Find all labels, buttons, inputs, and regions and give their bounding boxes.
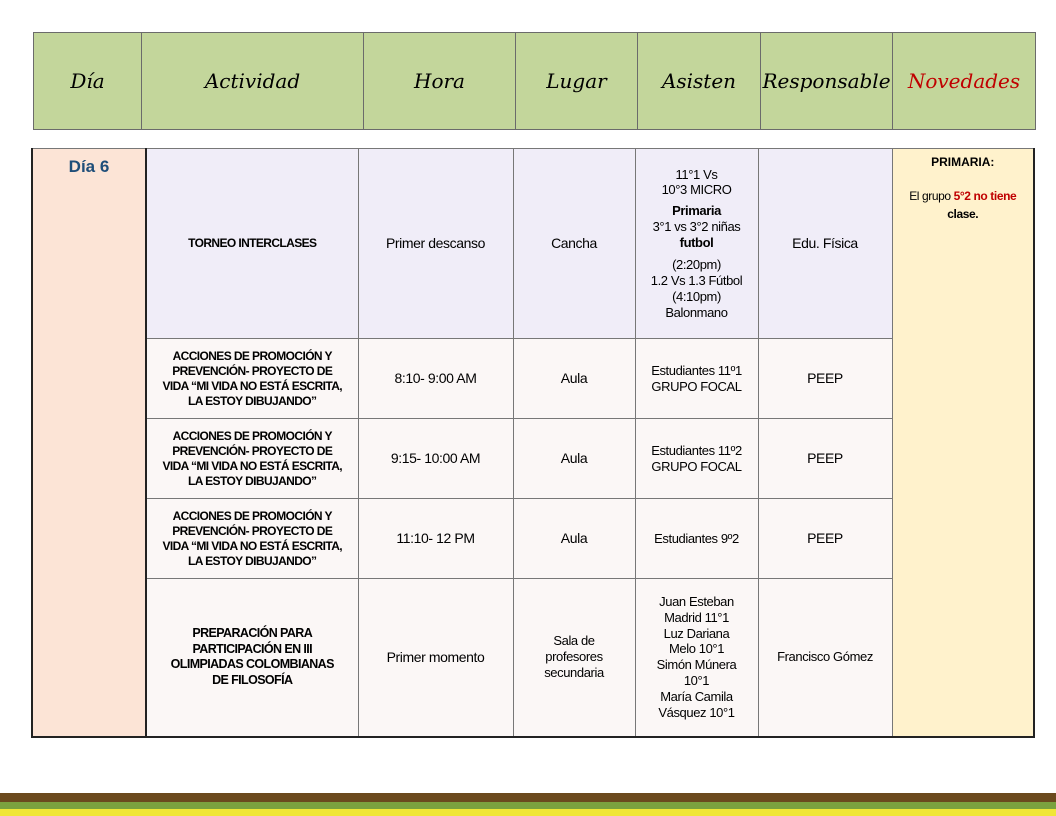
activity-line: ACCIONES DE PROMOCIÓN Y [172, 428, 332, 443]
attendees-line: 10°1 [683, 673, 710, 689]
time-cell [358, 339, 513, 419]
attendees-line: Juan Esteban [659, 593, 734, 609]
attendees-line: Estudiantes 9º2 [654, 530, 739, 546]
footer-stripe-yellow [0, 809, 1056, 816]
table-row [32, 419, 1034, 499]
place-cell [513, 149, 635, 339]
activity-text: TORNEO INTERCLASES [188, 236, 317, 250]
activity-cell [146, 579, 358, 737]
activity-line: ACCIONES DE PROMOCIÓN Y [172, 508, 332, 523]
activity-line: LA ESTOY DIBUJANDO” [188, 393, 317, 408]
time-text: Primer descanso [385, 235, 486, 252]
place-line: Sala de [553, 633, 595, 649]
responsible-text: Francisco Gómez [777, 649, 873, 665]
attendees-line: 3°1 vs 3°2 niñas [652, 219, 741, 235]
attendees-line: Simón Múnera [656, 657, 737, 673]
time-cell [358, 149, 513, 339]
attendees-line: futbol [679, 235, 714, 251]
attendees-line: 1.2 Vs 1.3 Fútbol [650, 272, 743, 288]
attendees-line: GRUPO FOCAL [651, 458, 742, 474]
attendees-cell [635, 419, 758, 499]
attendees-line: Primaria [672, 203, 721, 219]
attendees-line: Vásquez 10°1 [658, 704, 735, 720]
place-text: Aula [560, 530, 588, 547]
activity-cell [146, 339, 358, 419]
table-row [32, 499, 1034, 579]
time-cell [358, 579, 513, 737]
novedades-title: PRIMARIA: [931, 155, 995, 169]
attendees-line: Estudiantes 11º2 [651, 442, 742, 458]
footer-stripe-green [0, 802, 1056, 809]
responsible-cell [758, 149, 892, 339]
attendees-line: 10°3 MICRO [661, 182, 732, 198]
attendees-cell [635, 149, 758, 339]
time-text: Primer momento [386, 648, 485, 665]
attendees-line: (4:10pm) [672, 288, 721, 304]
place-cell [513, 499, 635, 579]
table-row [32, 339, 1034, 419]
responsible-cell [758, 499, 892, 579]
place-cell [513, 419, 635, 499]
attendees-line: 11°1 Vs [675, 166, 718, 182]
attendees-line: Madrid 11°1 [664, 609, 729, 625]
attendees-line: Estudiantes 11º1 [651, 362, 742, 378]
day-cell [32, 149, 146, 737]
header-asisten: Asisten [638, 33, 761, 130]
time-text: 8:10- 9:00 AM [394, 370, 477, 387]
place-line: profesores [545, 649, 603, 665]
activity-line: PARTICIPACIÓN EN III [192, 641, 312, 656]
header-lugar: Lugar [516, 33, 638, 130]
attendees-cell [635, 499, 758, 579]
time-text: 9:15- 10:00 AM [390, 450, 481, 467]
attendees-line: (2:20pm) [672, 256, 721, 272]
attendees-cell [635, 339, 758, 419]
attendees-line: Luz Dariana [663, 625, 730, 641]
time-cell [358, 499, 513, 579]
responsible-text: PEEP [807, 370, 843, 387]
activity-line: VIDA “MI VIDA NO ESTÁ ESCRITA, [162, 538, 343, 553]
place-cell [513, 339, 635, 419]
attendees-line: Balonmano [665, 304, 728, 320]
responsible-text: PEEP [807, 450, 843, 467]
novedades-body [896, 187, 1031, 223]
activity-line: PREVENCIÓN- PROYECTO DE [172, 363, 333, 378]
attendees-line: María Camila [660, 688, 733, 704]
activity-line: ACCIONES DE PROMOCIÓN Y [172, 348, 332, 363]
activity-cell [146, 499, 358, 579]
activity-cell [146, 419, 358, 499]
header-responsable: Responsable [761, 33, 893, 130]
header-actividad: Actividad [142, 33, 364, 130]
novedades-cell [892, 149, 1034, 737]
activity-line: VIDA “MI VIDA NO ESTÁ ESCRITA, [162, 458, 343, 473]
day-label: Día 6 [68, 157, 110, 176]
attendees-cell [635, 579, 758, 737]
activity-line: DE FILOSOFÍA [212, 672, 293, 687]
place-cell [513, 579, 635, 737]
table-row [32, 579, 1034, 737]
responsible-text: Edu. Física [792, 235, 858, 252]
activity-line: VIDA “MI VIDA NO ESTÁ ESCRITA, [162, 378, 343, 393]
novedades-post: clase. [947, 207, 979, 221]
header-table [33, 32, 1036, 130]
place-line: secundaria [544, 665, 604, 681]
novedades-highlight: 5°2 no tiene [953, 189, 1017, 203]
activity-line: PREPARACIÓN PARA [192, 626, 313, 640]
attendees-line: Melo 10°1 [668, 641, 725, 657]
attendees-line: GRUPO FOCAL [651, 378, 742, 394]
footer-stripe-brown [0, 793, 1056, 802]
responsible-cell [758, 339, 892, 419]
activity-line: OLIMPIADAS COLOMBIANAS [170, 657, 334, 672]
responsible-cell [758, 419, 892, 499]
responsible-text: PEEP [807, 530, 843, 547]
activity-cell [146, 149, 358, 339]
responsible-cell [758, 579, 892, 737]
header-novedades: Novedades [893, 33, 1036, 130]
time-cell [358, 419, 513, 499]
activity-line: PREVENCIÓN- PROYECTO DE [172, 523, 333, 538]
place-text: Aula [560, 450, 588, 467]
time-text: 11:10- 12 PM [396, 530, 475, 547]
place-text: Cancha [551, 235, 597, 252]
header-hora: Hora [364, 33, 516, 130]
place-text: Aula [560, 370, 588, 387]
activity-line: PREVENCIÓN- PROYECTO DE [172, 443, 333, 458]
header-dia: Día [34, 33, 142, 130]
activity-line: LA ESTOY DIBUJANDO” [188, 553, 317, 568]
novedades-pre: El grupo [909, 189, 951, 203]
schedule-table [31, 148, 1035, 738]
activity-line: LA ESTOY DIBUJANDO” [188, 473, 317, 488]
table-row [32, 149, 1034, 339]
